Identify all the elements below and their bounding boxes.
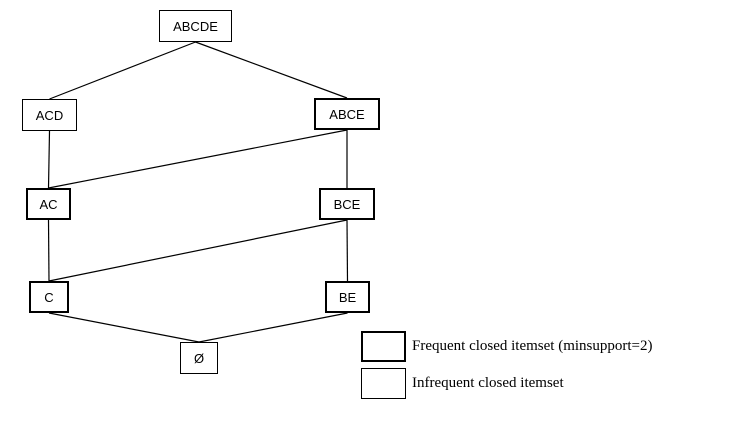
edge-abcde-abce bbox=[196, 42, 348, 98]
node-abcde: ABCDE bbox=[159, 10, 232, 42]
edge-c-empty bbox=[49, 313, 199, 342]
legend-frequent bbox=[361, 331, 653, 362]
node-ac: AC bbox=[26, 188, 71, 220]
edge-bce-be bbox=[347, 220, 348, 281]
edge-ac-c bbox=[49, 220, 50, 281]
node-c: C bbox=[29, 281, 69, 313]
edge-abce-ac bbox=[49, 130, 348, 188]
node-abce: ABCE bbox=[314, 98, 380, 130]
legend-infrequent bbox=[361, 368, 564, 399]
edge-acd-ac bbox=[49, 131, 50, 188]
node-empty-set: Ø bbox=[180, 342, 218, 374]
legend-infrequent-swatch bbox=[361, 368, 406, 399]
edge-abcde-acd bbox=[50, 42, 196, 99]
edge-be-empty bbox=[199, 313, 348, 342]
edge-bce-c bbox=[49, 220, 347, 281]
node-acd: ACD bbox=[22, 99, 77, 131]
legend-frequent-label: Frequent closed itemset (minsupport=2) bbox=[412, 338, 653, 354]
legend-frequent-swatch bbox=[361, 331, 406, 362]
legend-infrequent-label: Infrequent closed itemset bbox=[412, 375, 564, 391]
node-be: BE bbox=[325, 281, 370, 313]
node-bce: BCE bbox=[319, 188, 375, 220]
